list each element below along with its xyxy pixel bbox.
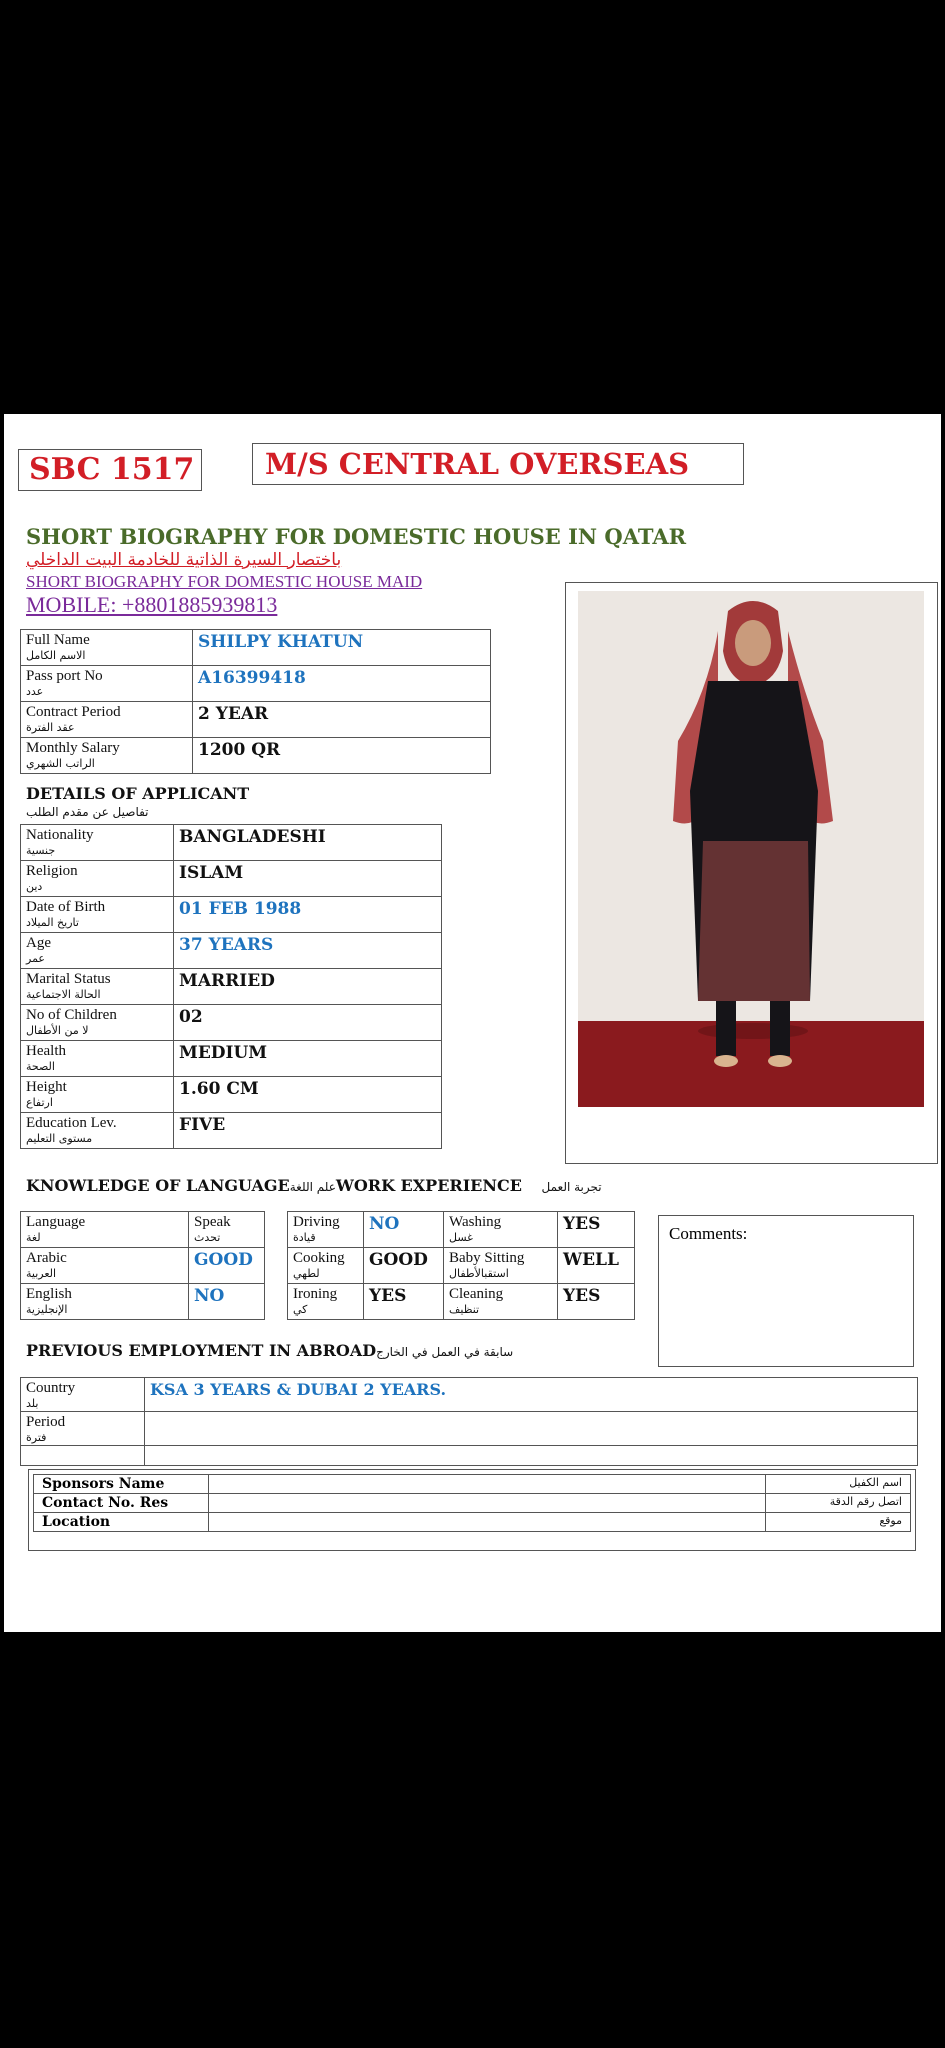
- work-skill-value: GOOD: [369, 1250, 428, 1270]
- contract-row: [21, 738, 491, 774]
- detail-label: Marital Status: [26, 971, 111, 987]
- detail-label: No of Children: [26, 1007, 117, 1023]
- country-label-ar: بلد: [26, 1397, 39, 1410]
- work-skill-label-ar: قيادة: [293, 1231, 316, 1244]
- detail-label-ar: جنسية: [26, 844, 56, 857]
- work-title-en: WORK EXPERIENCE: [335, 1176, 522, 1195]
- detail-label-ar: مستوى التعليم: [26, 1132, 93, 1145]
- detail-label: Nationality: [26, 827, 94, 843]
- applicant-photo: [578, 591, 924, 1107]
- contract-label-ar: الاسم الكامل: [26, 649, 86, 662]
- country-value: KSA 3 YEARS & DUBAI 2 YEARS.: [150, 1380, 447, 1399]
- detail-label: Height: [26, 1079, 67, 1095]
- sponsor-label: Contact No. Res: [42, 1495, 169, 1511]
- detail-row: [21, 969, 442, 1005]
- work-skill-value: WELL: [563, 1250, 619, 1270]
- contract-value: 2 YEAR: [198, 704, 269, 724]
- language-label-ar: الإنجليزية: [26, 1303, 68, 1316]
- sponsor-label-ar: موقع: [879, 1514, 902, 1527]
- knowledge-title-ar: علم اللغة: [289, 1180, 336, 1194]
- work-skill-label-ar: تنظيف: [449, 1303, 480, 1316]
- work-skill-value: YES: [563, 1214, 601, 1234]
- detail-label-ar: لا من الأطفال: [26, 1024, 89, 1037]
- detail-value: MARRIED: [179, 971, 275, 991]
- work-skill-label-ar: استقبالأطفال: [449, 1267, 509, 1280]
- detail-row: [21, 1005, 442, 1041]
- work-skill-label-ar: غسل: [449, 1231, 473, 1244]
- detail-row: [21, 861, 442, 897]
- detail-row: [21, 1041, 442, 1077]
- contract-value: SHILPY KHATUN: [198, 632, 364, 652]
- work-title-ar: تجربة العمل: [541, 1180, 602, 1194]
- detail-value: 1.60 CM: [179, 1079, 259, 1099]
- work-skill-label: Baby Sitting: [449, 1250, 525, 1266]
- contract-table: [20, 629, 491, 774]
- previous-title: [26, 1341, 513, 1360]
- details-table: [20, 824, 442, 1149]
- detail-value: BANGLADESHI: [179, 827, 326, 847]
- detail-label-ar: الصحة: [26, 1060, 55, 1073]
- work-row: [288, 1284, 635, 1320]
- detail-row: [21, 933, 442, 969]
- company-name: M/S CENTRAL OVERSEAS: [265, 447, 690, 481]
- contract-value: 1200 QR: [198, 740, 281, 760]
- photo-frame: [565, 582, 938, 1164]
- code-box: [18, 449, 202, 491]
- detail-label: Religion: [26, 863, 78, 879]
- detail-value: FIVE: [179, 1115, 226, 1135]
- company-box: [252, 443, 744, 485]
- language-row: [21, 1284, 265, 1320]
- contract-label-ar: عدد: [26, 685, 44, 698]
- speak-header-ar: تحدث: [194, 1231, 221, 1244]
- detail-row: [21, 1113, 442, 1149]
- sponsor-label: Location: [42, 1514, 111, 1530]
- title-ar: باختصار السيرة الذاتية للخادمة البيت الداخلي: [26, 550, 342, 570]
- detail-label-ar: عمر: [26, 952, 45, 965]
- period-label: Period: [26, 1414, 66, 1430]
- detail-value: 37 YEARS: [179, 935, 274, 955]
- previous-table: [20, 1377, 918, 1466]
- country-label: Country: [26, 1380, 76, 1396]
- reference-code: SBC 1517: [29, 452, 195, 487]
- detail-value: 02: [179, 1007, 203, 1027]
- period-label-ar: فترة: [26, 1431, 47, 1444]
- contract-label: Full Name: [26, 632, 90, 648]
- sponsor-label: Sponsors Name: [42, 1476, 165, 1492]
- detail-value: MEDIUM: [179, 1043, 268, 1063]
- work-table: [287, 1211, 635, 1320]
- language-header-ar: لغة: [26, 1231, 41, 1244]
- details-title-ar: تفاصيل عن مقدم الطلب: [26, 805, 149, 819]
- period-value: [145, 1412, 918, 1446]
- sponsor-label-ar: اتصل رقم الدقة: [829, 1495, 902, 1508]
- comments-box[interactable]: [658, 1215, 914, 1367]
- previous-title-ar: سابقة في العمل في الخارج: [376, 1345, 514, 1359]
- work-skill-value: YES: [563, 1286, 601, 1306]
- contract-row: [21, 630, 491, 666]
- detail-value: 01 FEB 1988: [179, 899, 302, 919]
- contract-label: Contract Period: [26, 704, 121, 720]
- knowledge-title-en: KNOWLEDGE OF LANGUAGE: [26, 1176, 290, 1195]
- sponsor-row: [34, 1494, 911, 1513]
- detail-label-ar: الحالة الاجتماعية: [26, 988, 101, 1001]
- detail-label: Age: [26, 935, 51, 951]
- contract-label: Monthly Salary: [26, 740, 120, 756]
- language-row: [21, 1248, 265, 1284]
- work-skill-label: Ironing: [293, 1286, 338, 1302]
- work-row: [288, 1212, 635, 1248]
- speak-header: Speak: [194, 1214, 231, 1230]
- language-value: NO: [194, 1286, 225, 1306]
- detail-value: ISLAM: [179, 863, 244, 883]
- detail-label-ar: تاريخ الميلاد: [26, 916, 79, 929]
- sponsor-row: [34, 1513, 911, 1532]
- work-skill-label: Driving: [293, 1214, 340, 1230]
- sponsor-label-ar: اسم الكفيل: [849, 1476, 902, 1489]
- detail-label-ar: ارتفاع: [26, 1096, 53, 1109]
- title-en: SHORT BIOGRAPHY FOR DOMESTIC HOUSE IN QATAR: [26, 524, 687, 549]
- work-skill-label-ar: كي: [293, 1303, 308, 1316]
- detail-row: [21, 897, 442, 933]
- sponsor-table: [33, 1474, 911, 1532]
- language-label: English: [26, 1286, 72, 1302]
- mobile-number: MOBILE: +8801885939813: [26, 592, 278, 617]
- applicant-figure: [578, 591, 924, 1107]
- language-table: [20, 1211, 265, 1320]
- detail-label: Education Lev.: [26, 1115, 117, 1131]
- language-header: Language: [26, 1214, 86, 1230]
- subtitle-en: SHORT BIOGRAPHY FOR DOMESTIC HOUSE MAID: [26, 572, 423, 591]
- detail-label-ar: دين: [26, 880, 43, 893]
- contract-row: [21, 666, 491, 702]
- details-title: DETAILS OF APPLICANT: [26, 784, 250, 803]
- language-label-ar: العربية: [26, 1267, 57, 1280]
- contract-label-ar: الراتب الشهري: [26, 757, 95, 770]
- work-row: [288, 1248, 635, 1284]
- contract-label-ar: عقد الفترة: [26, 721, 75, 734]
- work-skill-value: NO: [369, 1214, 400, 1234]
- contract-value: A16399418: [198, 668, 306, 688]
- detail-label: Health: [26, 1043, 66, 1059]
- work-skill-label: Cooking: [293, 1250, 345, 1266]
- work-skill-value: YES: [369, 1286, 407, 1306]
- language-value: GOOD: [194, 1250, 253, 1270]
- contract-row: [21, 702, 491, 738]
- work-skill-label: Washing: [449, 1214, 502, 1230]
- knowledge-title: [26, 1176, 602, 1195]
- detail-row: [21, 825, 442, 861]
- sponsor-row: [34, 1475, 911, 1494]
- detail-label: Date of Birth: [26, 899, 106, 915]
- sponsor-box: [28, 1469, 916, 1551]
- previous-title-en: PREVIOUS EMPLOYMENT IN ABROAD: [26, 1341, 377, 1360]
- detail-row: [21, 1077, 442, 1113]
- contract-label: Pass port No: [26, 668, 103, 684]
- work-skill-label-ar: لطهي: [293, 1267, 320, 1280]
- biography-sheet: [4, 414, 941, 1632]
- work-skill-label: Cleaning: [449, 1286, 504, 1302]
- language-label: Arabic: [26, 1250, 67, 1266]
- comments-label: Comments:: [669, 1224, 748, 1243]
